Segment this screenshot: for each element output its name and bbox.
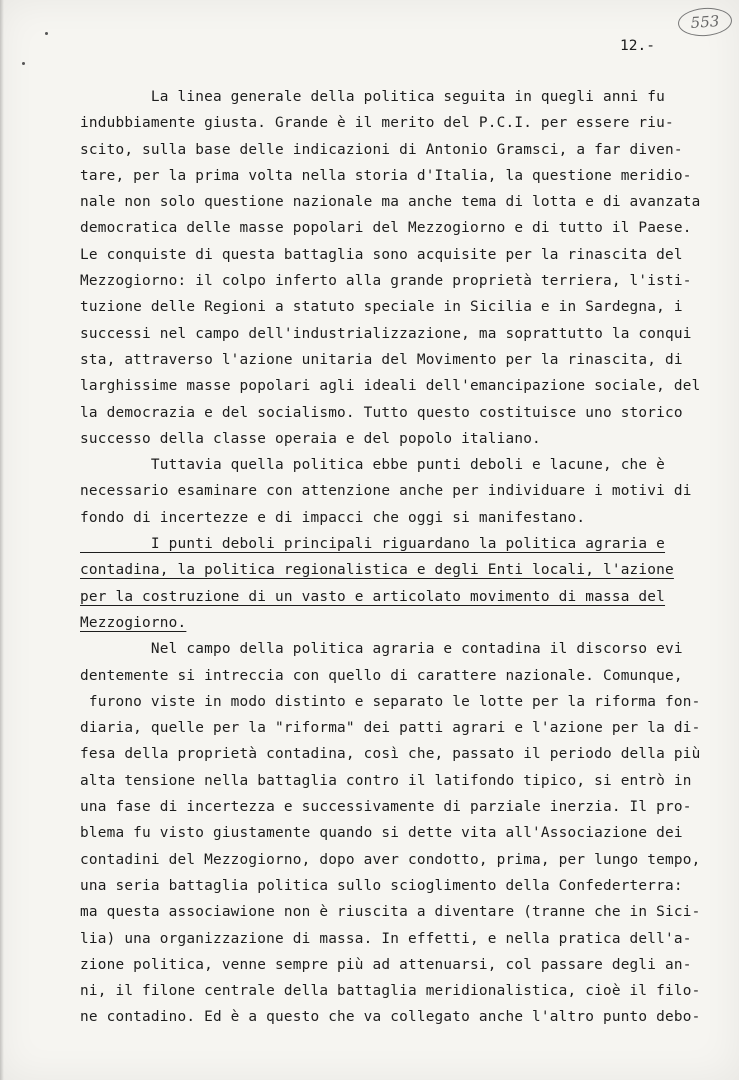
paper-speck [22,62,25,65]
typewritten-body [80,84,720,1031]
text-line: Le conquiste di questa battaglia sono acquisite per la rinascita del [80,246,683,263]
text-line: tare, per la prima volta nella storia d'Italia, la questione meridio- [80,167,692,184]
underlined-text-line: per la costruzione di un vasto e articolato movimento di massa del [80,588,666,605]
text-line: lia) una organizzazione di massa. In effetti, e nella pratica dell'a- [80,930,692,947]
text-line: zione politica, venne sempre più ad attenuarsi, col passare degli an- [80,956,692,973]
page-number: 12.- [620,38,655,54]
text-line: dentemente si intreccia con quello di carattere nazionale. Comunque, [80,667,683,684]
underlined-text-line: Mezzogiorno. [80,614,187,631]
text-line: Tuttavia quella politica ebbe punti deboli e lacune, che è [80,457,666,474]
text-line: ne contadino. Ed è a questo che va collegato anche l'altro punto debo- [80,1009,701,1026]
text-line: fondo di incertezze e di impacci che oggi si manifestano. [80,509,586,526]
text-line: Nel campo della politica agraria e contadina il discorso evi [80,641,683,658]
text-line: scito, sulla base delle indicazioni di Antonio Gramsci, a far diven- [80,141,683,158]
text-line: sta, attraverso l'azione unitaria del Movimento per la rinascita, di [80,351,683,368]
text-line: democratica delle masse popolari del Mezzogiorno e di tutto il Paese. [80,220,692,237]
text-line: Mezzogiorno: il colpo inferto alla grande proprietà terriera, l'isti- [80,273,692,290]
text-line: una fase di incertezza e successivamente di parziale inerzia. Il pro- [80,799,692,816]
underlined-text-line: I punti deboli principali riguardano la politica agraria e [80,536,666,553]
text-line: ma questa associawione non è riuscita a diventare (tranne che in Sici- [80,904,701,921]
stamp-number: 553 [690,12,720,32]
text-line: alta tensione nella battaglia contro il latifondo tipico, si entrò in [80,772,692,789]
page-edge-shadow [0,0,4,1080]
text-line: diaria, quelle per la "riforma" dei patti agrari e l'azione per la di- [80,720,701,737]
text-line: furono viste in modo distinto e separato le lotte per la riforma fon- [80,693,701,710]
text-line: fesa della proprietà contadina, così che, passato il periodo della più [80,746,701,763]
text-line: ni, il filone centrale della battaglia meridionalistica, cioè il filo- [80,983,701,1000]
text-line: la democrazia e del socialismo. Tutto questo costituisce uno storico [80,404,683,421]
text-line: nale non solo questione nazionale ma anche tema di lotta e di avanzata [80,194,701,211]
text-line: necessario esaminare con attenzione anche per individuare i motivi di [80,483,692,500]
text-line: La linea generale della politica seguita in quegli anni fu [80,89,666,105]
text-line: contadini del Mezzogiorno, dopo aver condotto, prima, per lungo tempo, [80,851,701,868]
text-line: indubbiamente giusta. Grande è il merito del P.C.I. per essere riu- [80,115,674,132]
underlined-text-line: contadina, la politica regionalistica e degli Enti locali, l'azione [80,562,674,579]
text-line: una seria battaglia politica sullo scioglimento della Confederterra: [80,877,683,894]
text-line: successi nel campo dell'industrializzazione, ma soprattutto la conqui [80,325,692,342]
paper-speck [45,32,48,35]
text-line: blema fu visto giustamente quando si dette vita all'Associazione dei [80,825,683,842]
text-line: successo della classe operaia e del popolo italiano. [80,430,541,447]
text-line: tuzione delle Regioni a statuto speciale in Sicilia e in Sardegna, i [80,299,683,316]
text-line: larghissime masse popolari agli ideali dell'emancipazione sociale, del [80,378,701,395]
archive-stamp [677,6,733,38]
